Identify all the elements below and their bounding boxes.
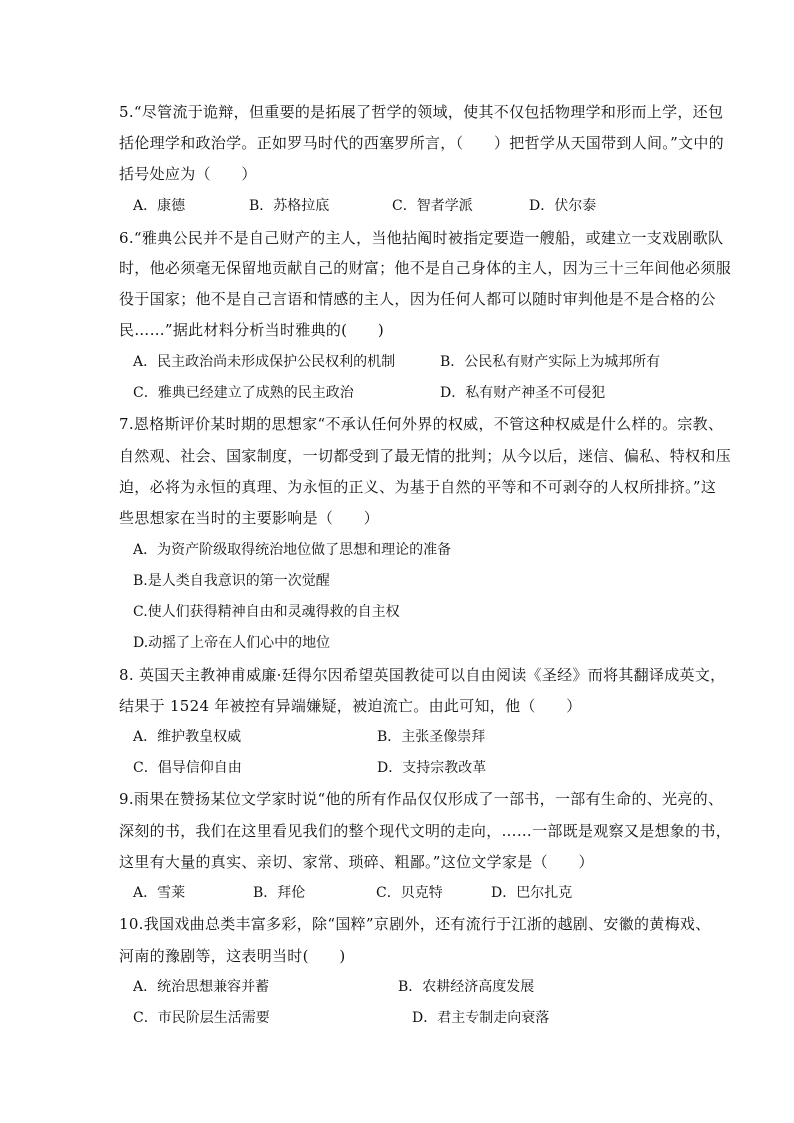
question-8-line-1: 8. 英国天主教神甫威廉·廷得尔因希望英国教徒可以自由阅读《圣经》而将其翻译成英文， (119, 666, 726, 684)
question-9-option-c: C．贝克特 (376, 885, 443, 901)
question-5-option-d: D．伏尔泰 (529, 198, 597, 214)
question-6-line-3: 役于国家；他不是自己言语和情感的主人，因为任何人都可以随时审判他是不是合格的公 (119, 290, 716, 308)
question-10-option-b: B．农耕经济高度发展 (398, 979, 535, 995)
question-9-option-b: B．拜伦 (253, 885, 306, 901)
question-5-option-a: A．康德 (133, 198, 186, 214)
question-6-option-c: C．雅典已经建立了成熟的民主政治 (133, 385, 354, 401)
question-9-line-2: 深刻的书，我们在这里看见我们的整个现代文明的走向，……一部既是观察又是想象的书， (119, 822, 732, 840)
question-7-option-b: B.是人类自我意识的第一次觉醒 (133, 573, 330, 589)
question-7-option-a: A．为资产阶级取得统治地位做了思想和理论的准备 (133, 542, 452, 558)
question-7-line-4: 些思想家在当时的主要影响是（ ） (119, 509, 380, 527)
question-7-option-c: C.使人们获得精神自由和灵魂得救的自主权 (133, 604, 400, 620)
question-5-option-c: C．智者学派 (392, 198, 473, 214)
question-8-option-c: C．倡导信仰自由 (133, 760, 242, 776)
question-5-line-1: 5.“尽管流于诡辩，但重要的是拓展了哲学的领域，使其不仅包括物理学和形而上学，还包 (119, 103, 724, 121)
question-10-option-d: D．君主专制走向衰落 (412, 1010, 550, 1026)
question-9-option-a: A．雪莱 (133, 885, 186, 901)
question-7-option-d: D.动摇了上帝在人们心中的地位 (133, 635, 331, 651)
question-8-option-b: B．主张圣像崇拜 (377, 729, 486, 745)
question-10-line-2: 河南的豫剧等，这表明当时( ) (119, 947, 346, 965)
question-6-option-a: A．民主政治尚未形成保护公民权利的机制 (133, 354, 396, 370)
question-6-line-2: 时，他必须毫无保留地贡献自己的财富；他不是自己身体的主人，因为三十三年间他必须服 (119, 259, 732, 277)
question-6-option-d: D．私有财产神圣不可侵犯 (440, 385, 606, 401)
question-8-line-2: 结果于 1524 年被控有异端嫌疑，被迫流亡。由此可知，他（ ） (119, 697, 582, 715)
question-6-line-4: 民……”据此材料分析当时雅典的( ) (119, 321, 385, 339)
question-5-line-2: 括伦理学和政治学。正如罗马时代的西塞罗所言，（ ）把哲学从天国带到人间。”文中的 (119, 134, 724, 152)
question-5-line-3: 括号处应为（ ） (119, 165, 257, 183)
question-10-line-1: 10.我国戏曲总类丰富多彩，除“国粹”京剧外，还有流行于江浙的越剧、安徽的黄梅戏、 (119, 915, 711, 933)
question-5-option-b: B．苏格拉底 (249, 198, 330, 214)
question-9-line-1: 9.雨果在赞扬某位文学家时说“他的所有作品仅仅形成了一部书，一部有生命的、光亮的、 (119, 790, 724, 808)
question-9-option-d: D．巴尔扎克 (491, 885, 573, 901)
question-6-option-b: B．公民私有财产实际上为城邦所有 (440, 354, 661, 370)
question-7-line-3: 迫，必将为永恒的真理、为永恒的正义、为基于自然的平等和不可剥夺的人权所排挤。”这 (119, 478, 717, 496)
question-9-line-3: 这里有大量的真实、亲切、家常、琐碎、粗鄙。”这位文学家是（ ） (119, 853, 594, 871)
question-8-option-a: A．维护教皇权威 (133, 729, 242, 745)
question-6-line-1: 6.“雅典公民并不是自己财产的主人，当他拈阄时被指定要造一艘船，或建立一支戏剧歌队 (119, 229, 724, 247)
question-7-line-1: 7.恩格斯评价某时期的思想家“不承认任何外界的权威，不管这种权威是什么样的。宗教、 (119, 415, 724, 433)
question-8-option-d: D．支持宗教改革 (377, 760, 487, 776)
question-10-option-c: C．市民阶层生活需要 (133, 1010, 270, 1026)
question-7-line-2: 自然观、社会、国家制度，一切都受到了最无情的批判；从今以后，迷信、偏私、特权和压 (119, 447, 732, 465)
question-10-option-a: A．统治思想兼容并蓄 (133, 979, 270, 995)
